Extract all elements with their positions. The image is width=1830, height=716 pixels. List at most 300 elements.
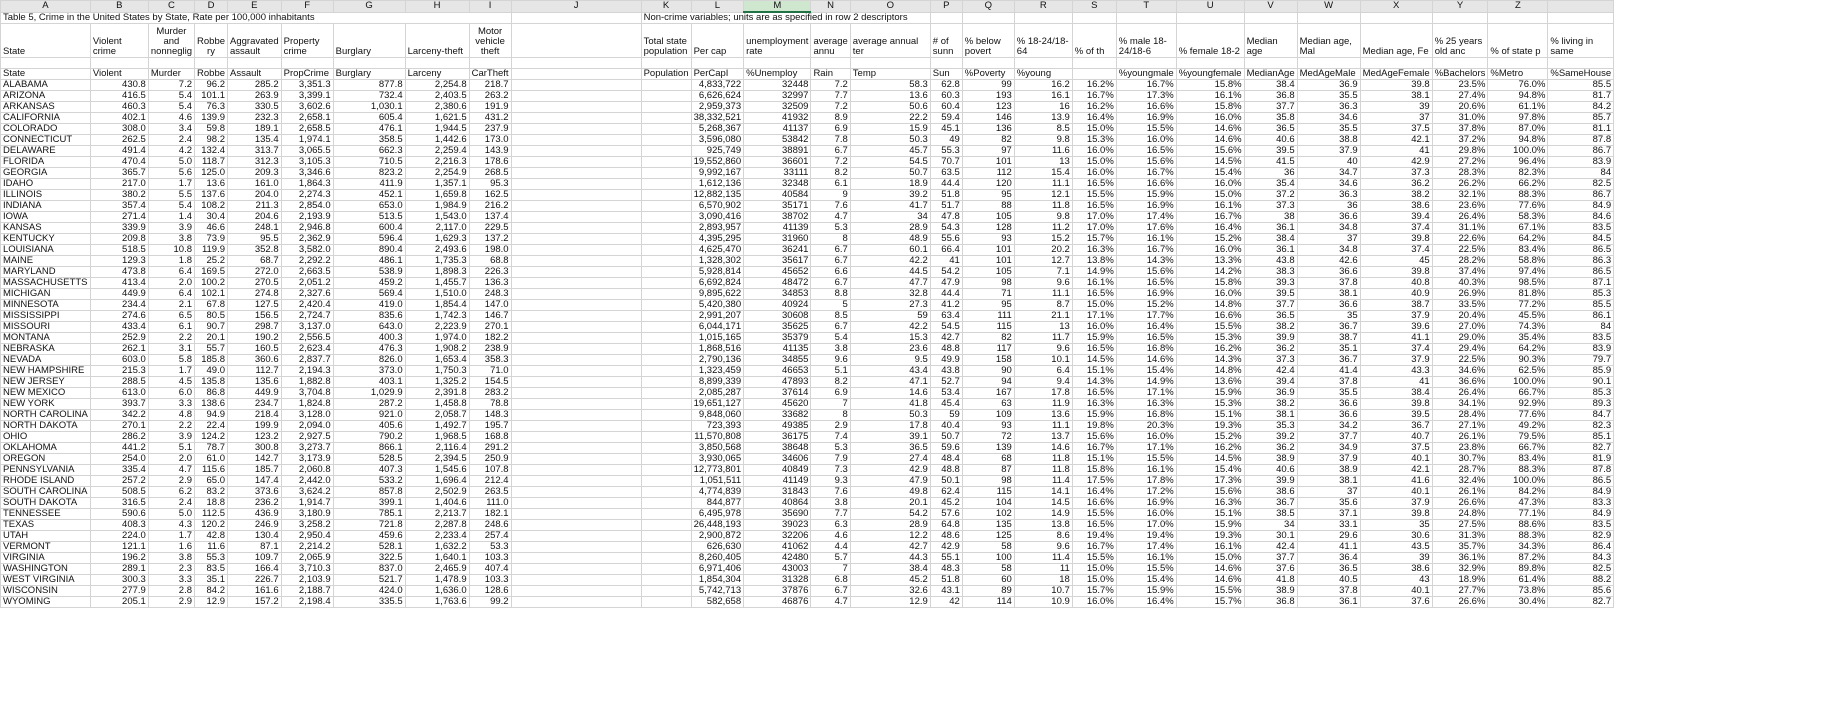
data-cell[interactable]: 47.1 — [850, 377, 930, 388]
data-cell[interactable]: 34853 — [744, 289, 811, 300]
data-cell[interactable] — [511, 498, 641, 509]
data-cell[interactable]: 291.2 — [469, 443, 511, 454]
state-name-cell[interactable]: UTAH — [1, 531, 91, 542]
data-cell[interactable]: 27.1% — [1432, 421, 1488, 432]
data-cell[interactable]: 513.5 — [333, 212, 405, 223]
data-cell[interactable]: 101 — [962, 245, 1014, 256]
data-cell[interactable]: 85.5 — [1548, 300, 1614, 311]
data-cell[interactable]: 400.3 — [333, 333, 405, 344]
header-cell[interactable]: Aggravated assault — [228, 24, 282, 58]
data-cell[interactable]: 277.9 — [90, 586, 148, 597]
blank-cell[interactable] — [691, 58, 744, 69]
data-cell[interactable]: 8.8 — [811, 289, 850, 300]
data-cell[interactable]: 36.6 — [1297, 410, 1360, 421]
data-cell[interactable]: 39.6 — [1360, 322, 1432, 333]
data-cell[interactable]: 5.4 — [148, 102, 194, 113]
data-cell[interactable]: 1.7 — [148, 366, 194, 377]
data-cell[interactable]: 147.4 — [228, 476, 282, 487]
header-cell[interactable]: average annual ter — [850, 24, 930, 58]
data-cell[interactable]: 2,117.0 — [405, 223, 469, 234]
data-cell[interactable]: 39.8 — [1360, 234, 1432, 245]
data-cell[interactable]: 287.2 — [333, 399, 405, 410]
data-cell[interactable]: 248.1 — [228, 223, 282, 234]
data-cell[interactable]: 105 — [962, 212, 1014, 223]
state-name-cell[interactable]: CALIFORNIA — [1, 113, 91, 124]
data-cell[interactable]: 2.0 — [148, 278, 194, 289]
column-header-i[interactable]: I — [469, 1, 511, 13]
data-cell[interactable]: 2,188.7 — [281, 586, 333, 597]
blank-cell[interactable] — [811, 58, 850, 69]
blank-cell[interactable] — [1014, 58, 1072, 69]
data-cell[interactable]: 37.3 — [1244, 355, 1297, 366]
column-header-s[interactable]: S — [1072, 1, 1116, 13]
data-cell[interactable]: 32.4% — [1432, 476, 1488, 487]
data-cell[interactable]: 26.4% — [1432, 388, 1488, 399]
data-cell[interactable]: 5.8 — [148, 355, 194, 366]
data-cell[interactable]: 17.3% — [1116, 91, 1176, 102]
state-name-cell[interactable]: COLORADO — [1, 124, 91, 135]
data-cell[interactable]: 246.9 — [228, 520, 282, 531]
data-cell[interactable]: 67.8 — [195, 300, 228, 311]
data-cell[interactable]: 1,478.9 — [405, 575, 469, 586]
data-cell[interactable]: 132.4 — [195, 146, 228, 157]
data-cell[interactable]: 55.3 — [930, 146, 962, 157]
data-cell[interactable]: 72 — [962, 432, 1014, 443]
data-cell[interactable]: 39 — [1360, 102, 1432, 113]
data-cell[interactable]: 8,260,405 — [691, 553, 744, 564]
data-cell[interactable]: 52.7 — [930, 377, 962, 388]
data-cell[interactable]: 2,403.5 — [405, 91, 469, 102]
data-cell[interactable]: 44.4 — [930, 289, 962, 300]
data-cell[interactable]: 209.8 — [90, 234, 148, 245]
data-cell[interactable]: 49 — [930, 135, 962, 146]
data-cell[interactable]: 32348 — [744, 179, 811, 190]
data-cell[interactable]: 38.5 — [1244, 509, 1297, 520]
state-name-cell[interactable]: TEXAS — [1, 520, 91, 531]
data-cell[interactable]: 15.0% — [1072, 564, 1116, 575]
data-cell[interactable]: 35.1 — [195, 575, 228, 586]
data-cell[interactable]: 6.9 — [811, 388, 850, 399]
variable-name-cell[interactable]: State — [1, 69, 91, 80]
blank-cell[interactable] — [281, 58, 333, 69]
data-cell[interactable]: 15.5% — [1116, 564, 1176, 575]
data-cell[interactable]: 59.6 — [930, 443, 962, 454]
data-cell[interactable]: 38.1 — [1244, 410, 1297, 421]
data-cell[interactable]: 48.4 — [930, 454, 962, 465]
data-cell[interactable]: 2,223.9 — [405, 322, 469, 333]
data-cell[interactable]: 51.8 — [930, 575, 962, 586]
data-cell[interactable] — [641, 333, 691, 344]
data-cell[interactable] — [511, 388, 641, 399]
data-cell[interactable]: 603.0 — [90, 355, 148, 366]
data-cell[interactable]: 270.1 — [469, 322, 511, 333]
data-cell[interactable] — [641, 575, 691, 586]
data-cell[interactable]: 5,268,367 — [691, 124, 744, 135]
data-cell[interactable]: 16.7% — [1072, 443, 1116, 454]
state-name-cell[interactable]: WYOMING — [1, 597, 91, 608]
header-cell[interactable]: Larceny-theft — [405, 24, 469, 58]
data-cell[interactable]: 3.3 — [148, 575, 194, 586]
data-cell[interactable]: 39.8 — [1360, 399, 1432, 410]
data-cell[interactable]: 32997 — [744, 91, 811, 102]
data-cell[interactable]: 40.5 — [1297, 575, 1360, 586]
data-cell[interactable]: 82.3 — [1548, 421, 1614, 432]
data-cell[interactable]: 6,495,978 — [691, 509, 744, 520]
data-cell[interactable]: 83.9 — [1548, 157, 1614, 168]
column-header-j[interactable]: J — [511, 1, 641, 13]
data-cell[interactable]: 136 — [962, 124, 1014, 135]
data-cell[interactable]: 38,332,521 — [691, 113, 744, 124]
data-cell[interactable]: 17.1% — [1116, 388, 1176, 399]
state-name-cell[interactable]: MISSOURI — [1, 322, 91, 333]
data-cell[interactable]: 17.6% — [1116, 223, 1176, 234]
data-cell[interactable]: 38.6 — [1244, 487, 1297, 498]
data-cell[interactable]: 40.9 — [1360, 289, 1432, 300]
data-cell[interactable]: 36 — [1297, 201, 1360, 212]
variable-name-cell[interactable]: Temp — [850, 69, 930, 80]
data-cell[interactable]: 63.4 — [930, 311, 962, 322]
data-cell[interactable]: 82 — [962, 135, 1014, 146]
data-cell[interactable]: 59.8 — [195, 124, 228, 135]
data-cell[interactable]: 98.2 — [195, 135, 228, 146]
data-cell[interactable]: 41 — [930, 256, 962, 267]
data-cell[interactable]: 34 — [850, 212, 930, 223]
data-cell[interactable]: 32.8 — [850, 289, 930, 300]
data-cell[interactable]: 6.7 — [811, 586, 850, 597]
data-cell[interactable]: 38.1 — [1360, 91, 1432, 102]
data-cell[interactable]: 15.5% — [1116, 454, 1176, 465]
column-header-y[interactable]: Y — [1432, 1, 1488, 13]
data-cell[interactable]: 16.2% — [1072, 102, 1116, 113]
data-cell[interactable] — [511, 410, 641, 421]
data-cell[interactable]: 34.6 — [1297, 113, 1360, 124]
data-cell[interactable]: 26.1% — [1432, 487, 1488, 498]
data-cell[interactable]: 37.7 — [1244, 553, 1297, 564]
data-cell[interactable]: 36.8 — [1244, 91, 1297, 102]
data-cell[interactable]: 71.0 — [469, 366, 511, 377]
data-cell[interactable]: 47.7 — [850, 278, 930, 289]
data-cell[interactable]: 108.2 — [195, 201, 228, 212]
data-cell[interactable]: 335.4 — [90, 465, 148, 476]
data-cell[interactable]: 6.7 — [811, 278, 850, 289]
data-cell[interactable]: 109 — [962, 410, 1014, 421]
data-cell[interactable]: 87.8 — [1548, 135, 1614, 146]
data-cell[interactable]: 157.2 — [228, 597, 282, 608]
data-cell[interactable]: 38.2 — [1360, 190, 1432, 201]
data-cell[interactable]: 22.5% — [1432, 245, 1488, 256]
data-cell[interactable] — [511, 487, 641, 498]
data-cell[interactable]: 4,833,722 — [691, 80, 744, 91]
data-cell[interactable]: 925,749 — [691, 146, 744, 157]
data-cell[interactable]: 34.3% — [1488, 542, 1548, 553]
data-cell[interactable]: 20.1 — [850, 498, 930, 509]
data-cell[interactable]: 41.1 — [1360, 333, 1432, 344]
data-cell[interactable]: 26.6% — [1432, 498, 1488, 509]
data-cell[interactable]: 38.6 — [1360, 201, 1432, 212]
data-cell[interactable]: 85.1 — [1548, 432, 1614, 443]
data-cell[interactable]: 1,735.3 — [405, 256, 469, 267]
data-cell[interactable] — [641, 311, 691, 322]
data-cell[interactable]: 6.1 — [148, 322, 194, 333]
data-cell[interactable]: 43003 — [744, 564, 811, 575]
data-cell[interactable]: 37.9 — [1297, 454, 1360, 465]
data-cell[interactable] — [511, 245, 641, 256]
data-cell[interactable]: 1,763.6 — [405, 597, 469, 608]
data-cell[interactable]: 41062 — [744, 542, 811, 553]
data-cell[interactable]: 16.8% — [1116, 344, 1176, 355]
data-cell[interactable]: 1.6 — [148, 542, 194, 553]
data-cell[interactable]: 191.9 — [469, 102, 511, 113]
blank-cell[interactable] — [1360, 12, 1432, 24]
data-cell[interactable]: 419.0 — [333, 300, 405, 311]
data-cell[interactable]: 7.6 — [811, 487, 850, 498]
data-cell[interactable]: 3,582.0 — [281, 245, 333, 256]
data-cell[interactable]: 35625 — [744, 322, 811, 333]
state-name-cell[interactable]: SOUTH DAKOTA — [1, 498, 91, 509]
data-cell[interactable]: 60 — [962, 575, 1014, 586]
data-cell[interactable]: 2.8 — [148, 586, 194, 597]
data-cell[interactable]: 42.1 — [1360, 465, 1432, 476]
data-cell[interactable]: 37.4 — [1360, 344, 1432, 355]
data-cell[interactable]: 36.9 — [1297, 80, 1360, 91]
data-cell[interactable]: 15.0% — [1072, 157, 1116, 168]
data-cell[interactable]: 35 — [1297, 311, 1360, 322]
data-cell[interactable]: 16.7% — [1176, 212, 1244, 223]
data-cell[interactable]: 271.4 — [90, 212, 148, 223]
data-cell[interactable]: 16.1% — [1116, 465, 1176, 476]
data-cell[interactable]: 27.0% — [1432, 322, 1488, 333]
data-cell[interactable]: 86.5 — [1548, 476, 1614, 487]
data-cell[interactable]: 921.0 — [333, 410, 405, 421]
variable-name-cell[interactable]: MedAgeMale — [1297, 69, 1360, 80]
data-cell[interactable]: 35.5 — [1297, 91, 1360, 102]
data-cell[interactable]: 1,015,165 — [691, 333, 744, 344]
data-cell[interactable]: 358.3 — [469, 355, 511, 366]
data-cell[interactable]: 1,442.6 — [405, 135, 469, 146]
data-cell[interactable]: 123 — [962, 102, 1014, 113]
data-cell[interactable]: 3,137.0 — [281, 322, 333, 333]
data-cell[interactable]: 16.6% — [1176, 311, 1244, 322]
data-cell[interactable]: 42480 — [744, 553, 811, 564]
data-cell[interactable]: 40 — [1297, 157, 1360, 168]
data-cell[interactable]: 27.7% — [1432, 586, 1488, 597]
data-cell[interactable]: 2,287.8 — [405, 520, 469, 531]
data-cell[interactable]: 2,556.5 — [281, 333, 333, 344]
data-cell[interactable]: 87.2% — [1488, 553, 1548, 564]
data-cell[interactable]: 39.5 — [1360, 410, 1432, 421]
data-cell[interactable]: 399.1 — [333, 498, 405, 509]
data-cell[interactable]: 17.2% — [1116, 487, 1176, 498]
data-cell[interactable]: 17.4% — [1116, 212, 1176, 223]
state-name-cell[interactable]: NEW JERSEY — [1, 377, 91, 388]
state-name-cell[interactable]: LOUISIANA — [1, 245, 91, 256]
variable-name-cell[interactable]: Population — [641, 69, 691, 80]
data-cell[interactable]: 732.4 — [333, 91, 405, 102]
state-name-cell[interactable]: VERMONT — [1, 542, 91, 553]
data-cell[interactable]: 37.9 — [1297, 146, 1360, 157]
data-cell[interactable]: 5,420,380 — [691, 300, 744, 311]
data-cell[interactable]: 54.5 — [930, 322, 962, 333]
data-cell[interactable]: 3,351.3 — [281, 80, 333, 91]
data-cell[interactable]: 3.9 — [148, 432, 194, 443]
data-cell[interactable]: 84.9 — [1548, 509, 1614, 520]
blank-cell[interactable] — [90, 58, 148, 69]
data-cell[interactable] — [511, 333, 641, 344]
data-cell[interactable]: 48.3 — [930, 564, 962, 575]
data-cell[interactable]: 50.3 — [850, 410, 930, 421]
data-cell[interactable]: 11.8 — [1014, 201, 1072, 212]
data-cell[interactable]: 15.0% — [1072, 575, 1116, 586]
data-cell[interactable]: 154.5 — [469, 377, 511, 388]
data-cell[interactable]: 476.1 — [333, 124, 405, 135]
data-cell[interactable]: 35.8 — [1244, 113, 1297, 124]
data-cell[interactable]: 137.4 — [469, 212, 511, 223]
data-cell[interactable]: 27.4% — [1432, 91, 1488, 102]
data-cell[interactable]: 2,946.8 — [281, 223, 333, 234]
data-cell[interactable]: 146 — [962, 113, 1014, 124]
data-cell[interactable] — [511, 113, 641, 124]
data-cell[interactable]: 17.0% — [1072, 223, 1116, 234]
data-cell[interactable]: 105 — [962, 267, 1014, 278]
data-cell[interactable] — [641, 476, 691, 487]
data-cell[interactable]: 626,630 — [691, 542, 744, 553]
data-cell[interactable]: 205.1 — [90, 597, 148, 608]
data-cell[interactable]: 16.0% — [1116, 135, 1176, 146]
data-cell[interactable]: 89.3 — [1548, 399, 1614, 410]
data-cell[interactable]: 86.5 — [1548, 245, 1614, 256]
data-cell[interactable]: 13.3% — [1176, 256, 1244, 267]
data-cell[interactable]: 94 — [962, 377, 1014, 388]
data-cell[interactable]: 90 — [962, 366, 1014, 377]
data-cell[interactable]: 16.1% — [1176, 542, 1244, 553]
data-cell[interactable] — [511, 377, 641, 388]
data-cell[interactable]: 185.8 — [195, 355, 228, 366]
data-cell[interactable] — [641, 509, 691, 520]
data-cell[interactable]: 32.9% — [1432, 564, 1488, 575]
data-cell[interactable]: 42.7 — [850, 542, 930, 553]
data-cell[interactable]: 63 — [962, 399, 1014, 410]
data-cell[interactable]: 215.3 — [90, 366, 148, 377]
state-name-cell[interactable]: OKLAHOMA — [1, 443, 91, 454]
data-cell[interactable]: 7.2 — [811, 80, 850, 91]
data-cell[interactable] — [511, 91, 641, 102]
data-cell[interactable]: 14.5% — [1176, 157, 1244, 168]
data-cell[interactable] — [511, 344, 641, 355]
data-cell[interactable] — [641, 256, 691, 267]
data-cell[interactable] — [511, 135, 641, 146]
data-cell[interactable] — [511, 597, 641, 608]
data-cell[interactable]: 521.7 — [333, 575, 405, 586]
data-cell[interactable]: 42.6 — [1297, 256, 1360, 267]
data-cell[interactable]: 68 — [962, 454, 1014, 465]
data-cell[interactable]: 58.3% — [1488, 212, 1548, 223]
data-cell[interactable]: 32509 — [744, 102, 811, 113]
header-cell[interactable]: Burglary — [333, 24, 405, 58]
data-cell[interactable]: 49.0 — [195, 366, 228, 377]
data-cell[interactable]: 14.9% — [1072, 267, 1116, 278]
data-cell[interactable]: 42.9 — [930, 542, 962, 553]
data-cell[interactable]: 2,051.2 — [281, 278, 333, 289]
data-cell[interactable]: 41.1 — [1297, 542, 1360, 553]
data-cell[interactable]: 36.6% — [1432, 377, 1488, 388]
data-cell[interactable] — [641, 553, 691, 564]
data-cell[interactable]: 12.2 — [850, 531, 930, 542]
data-cell[interactable]: 8 — [811, 234, 850, 245]
column-header-v[interactable]: V — [1244, 1, 1297, 13]
data-cell[interactable]: 11 — [1014, 564, 1072, 575]
data-cell[interactable]: 46653 — [744, 366, 811, 377]
data-cell[interactable]: 34.8 — [1297, 223, 1360, 234]
data-cell[interactable]: 2.3 — [148, 564, 194, 575]
data-cell[interactable]: 270.1 — [90, 421, 148, 432]
data-cell[interactable]: 84.2 — [1548, 102, 1614, 113]
data-cell[interactable]: 39.1 — [850, 432, 930, 443]
data-cell[interactable]: 9.6 — [1014, 344, 1072, 355]
data-cell[interactable]: 125 — [962, 531, 1014, 542]
data-cell[interactable]: 39.5 — [1244, 146, 1297, 157]
data-cell[interactable]: 470.4 — [90, 157, 148, 168]
data-cell[interactable]: 2,233.4 — [405, 531, 469, 542]
data-cell[interactable]: 5.6 — [148, 168, 194, 179]
data-cell[interactable]: 1,621.5 — [405, 113, 469, 124]
data-cell[interactable] — [511, 399, 641, 410]
data-cell[interactable]: 120.2 — [195, 520, 228, 531]
data-cell[interactable]: 39.9 — [1244, 476, 1297, 487]
data-cell[interactable] — [641, 432, 691, 443]
column-header-e[interactable]: E — [228, 1, 282, 13]
data-cell[interactable]: 2,216.3 — [405, 157, 469, 168]
data-cell[interactable]: 1,323,459 — [691, 366, 744, 377]
data-cell[interactable]: 48.9 — [850, 234, 930, 245]
data-cell[interactable]: 87.8 — [1548, 465, 1614, 476]
data-cell[interactable]: 9.4 — [1014, 377, 1072, 388]
data-cell[interactable]: 10.9 — [1014, 597, 1072, 608]
data-cell[interactable]: 11.4 — [1014, 553, 1072, 564]
data-cell[interactable]: 2.2 — [148, 421, 194, 432]
data-cell[interactable]: 62.4 — [930, 487, 962, 498]
data-cell[interactable]: 8.7 — [1014, 300, 1072, 311]
data-cell[interactable]: 36.2 — [1244, 344, 1297, 355]
data-cell[interactable]: 50.1 — [930, 476, 962, 487]
data-cell[interactable]: 59 — [850, 311, 930, 322]
data-cell[interactable] — [511, 355, 641, 366]
data-cell[interactable]: 101 — [962, 157, 1014, 168]
data-cell[interactable]: 54.2 — [930, 267, 962, 278]
data-cell[interactable]: 37.6 — [1360, 597, 1432, 608]
data-cell[interactable]: 73.9 — [195, 234, 228, 245]
data-cell[interactable]: 143.9 — [469, 146, 511, 157]
data-cell[interactable]: 16.9% — [1116, 289, 1176, 300]
data-cell[interactable]: 19.3% — [1176, 531, 1244, 542]
data-cell[interactable]: 38.9 — [1244, 454, 1297, 465]
data-cell[interactable]: 17.3% — [1176, 476, 1244, 487]
data-cell[interactable]: 50.7 — [930, 432, 962, 443]
data-cell[interactable]: 9,895,622 — [691, 289, 744, 300]
blank-cell[interactable] — [1244, 58, 1297, 69]
data-cell[interactable]: 16.3% — [1176, 498, 1244, 509]
data-cell[interactable]: 1.4 — [148, 212, 194, 223]
data-cell[interactable]: 4,774,839 — [691, 487, 744, 498]
data-cell[interactable]: 835.6 — [333, 311, 405, 322]
data-cell[interactable]: 28.3% — [1432, 168, 1488, 179]
data-cell[interactable]: 86.8 — [195, 388, 228, 399]
data-cell[interactable]: 890.4 — [333, 245, 405, 256]
data-cell[interactable]: 88.6% — [1488, 520, 1548, 531]
data-cell[interactable]: 2,274.3 — [281, 190, 333, 201]
data-cell[interactable]: 3,273.7 — [281, 443, 333, 454]
data-cell[interactable]: 5.0 — [148, 509, 194, 520]
data-cell[interactable]: 6,044,171 — [691, 322, 744, 333]
